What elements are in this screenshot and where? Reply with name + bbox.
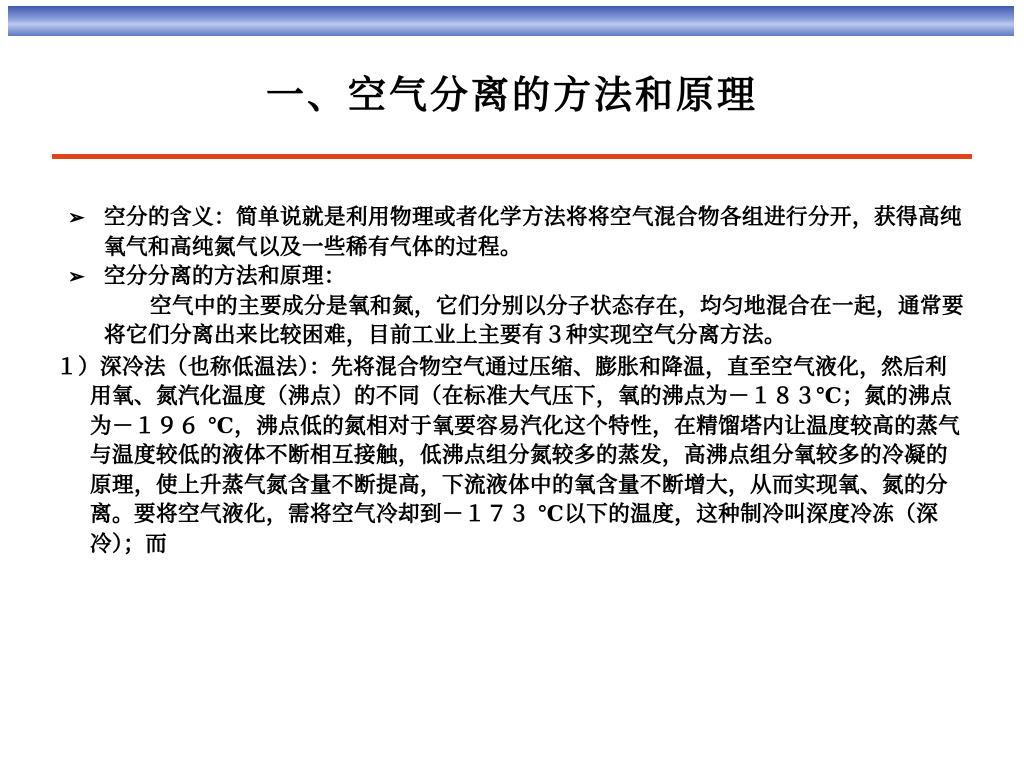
arrow-bullet-icon: ➢ <box>68 264 86 288</box>
bullet-text: 空分分离的方法和原理： <box>104 264 347 289</box>
title-divider <box>52 154 972 159</box>
slide-body <box>56 203 965 559</box>
arrow-bullet-icon: ➢ <box>68 205 86 229</box>
bullet-text: 空分的含义：简单说就是利用物理或者化学方法将将空气混合物各组进行分开，获得高纯氧气和高纯氮气以及一些稀有气体的过程。 <box>104 205 963 260</box>
methods-paragraph: 空气中的主要成分是氧和氮，它们分别以分子状态存在，均匀地混合在一起，通常要将它们分离出来比较困难，目前工业上主要有３种实现空气分离方法。 <box>104 293 965 348</box>
bullet-item-methods <box>70 262 965 292</box>
top-decorative-bar <box>8 6 1014 36</box>
numbered-item-cryogenic: １）深冷法（也称低温法）：先将混合物空气通过压缩、膨胀和降温，直至空气液化，然后利用氧、氮汽化温度（沸点）的不同（在标准大气压下，氧的沸点为－１８３℃；氮的沸点为－１９６ ℃，沸点低的氮相对于氧要容易汽化这个特性，在精馏塔内让温度较高的蒸气与温度较低的液体不断相互接触，低沸点组分氮较多的蒸发，高沸点组分氧较多的冷凝的原理，使上升蒸气氮含量不断提高，下流液体中的氧含量不断增大，从而实现氧、氮的分离。要将空气液化，需将空气冷却到－１７３ ℃以下的温度，这种制冷叫深度冷冻（深冷）；而 <box>56 354 961 557</box>
slide-title: 一、空气分离的方法和原理 <box>265 72 758 117</box>
bullet-item-definition <box>70 203 965 262</box>
